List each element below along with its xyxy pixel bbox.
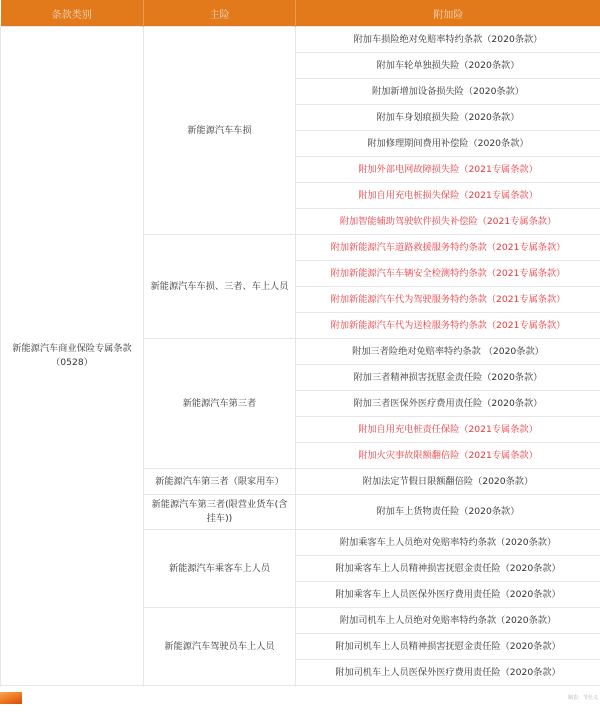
addon-cell-2021: 附加新能源汽车车辆安全检测特约条款（2021专属条款） bbox=[296, 261, 600, 287]
main-insurance-cell: 新能源汽车车损 bbox=[144, 27, 296, 235]
main-insurance-cell: 新能源汽车车损、三者、车上人员 bbox=[144, 235, 296, 339]
addon-cell-2020: 附加车轮单独损失险（2020条款） bbox=[296, 53, 600, 79]
addon-cell-2021: 附加自用充电桩责任保险（2021专属条款） bbox=[296, 417, 600, 443]
footer bbox=[0, 681, 600, 718]
header-main-insurance: 主险 bbox=[144, 0, 296, 27]
addon-cell-2020: 附加新增加设备损失险（2020条款） bbox=[296, 79, 600, 105]
addon-cell-2020: 附加修理期间费用补偿险（2020条款） bbox=[296, 131, 600, 157]
addon-cell-2020: 附加车损险绝对免赔率特约条款（2020条款） bbox=[296, 27, 600, 53]
main-insurance-cell: 新能源汽车驾驶员车上人员 bbox=[144, 608, 296, 686]
category-cell: 新能源汽车商业保险专属条款（0528） bbox=[1, 27, 144, 686]
addon-cell-2021: 附加新能源汽车道路救援服务特约条款（2021专属条款） bbox=[296, 235, 600, 261]
addon-cell-2020: 附加三者医保外医疗费用责任险（2020条款） bbox=[296, 391, 600, 417]
header-addon-insurance: 附加险 bbox=[296, 0, 600, 27]
table-row bbox=[1, 27, 600, 53]
addon-cell-2020: 附加法定节假日限额翻倍险（2020条款） bbox=[296, 469, 600, 495]
addon-cell-2020: 附加司机车上人员精神损害抚慰金责任险（2020条款） bbox=[296, 634, 600, 660]
addon-cell-2021: 附加新能源汽车代为送检服务特约条款（2021专属条款） bbox=[296, 313, 600, 339]
main-insurance-cell: 新能源汽车第三者（限家用车） bbox=[144, 469, 296, 495]
addon-cell-2020: 附加司机车上人员绝对免赔率特约条款（2020条款） bbox=[296, 608, 600, 634]
addon-cell-2020: 附加车身划痕损失险（2020条款） bbox=[296, 105, 600, 131]
main-insurance-cell: 新能源汽车乘客车上人员 bbox=[144, 530, 296, 608]
addon-cell-2021: 附加外部电网故障损失险（2021专属条款） bbox=[296, 157, 600, 183]
addon-cell-2020: 附加三者精神损害抚慰金责任险（2020条款） bbox=[296, 365, 600, 391]
main-insurance-cell: 新能源汽车第三者 bbox=[144, 339, 296, 469]
addon-cell-2020: 附加乘客车上人员精神损害抚慰金责任险（2020条款） bbox=[296, 556, 600, 582]
addon-cell-2020: 附加车上货物责任险（2020条款） bbox=[296, 495, 600, 530]
logo-icon bbox=[0, 692, 22, 704]
main-insurance-cell: 新能源汽车第三者(限营业货车(含挂车)) bbox=[144, 495, 296, 530]
addon-cell-2020: 附加司机车上人员医保外医疗费用责任险（2020条款） bbox=[296, 660, 600, 686]
addon-cell-2021: 附加火灾事故限额翻倍险（2021专属条款） bbox=[296, 443, 600, 469]
addon-cell-2021: 附加智能辅助驾驶软件损失补偿险（2021专属条款） bbox=[296, 209, 600, 235]
addon-cell-2021: 附加自用充电桩损失保险（2021专属条款） bbox=[296, 183, 600, 209]
addon-cell-2021: 附加新能源汽车代为驾驶服务特约条款（2021专属条款） bbox=[296, 287, 600, 313]
addon-cell-2020: 附加乘客车上人员医保外医疗费用责任险（2020条款） bbox=[296, 582, 600, 608]
table-header-row bbox=[1, 0, 600, 27]
addon-cell-2020: 附加三者险绝对免赔率特约条款 （2020条款） bbox=[296, 339, 600, 365]
source-note: 制表：节仕义 bbox=[567, 695, 598, 701]
table-body bbox=[1, 27, 600, 686]
header-category: 条款类别 bbox=[1, 0, 144, 27]
addon-cell-2020: 附加乘客车上人员绝对免赔率特约条款（2020条款） bbox=[296, 530, 600, 556]
